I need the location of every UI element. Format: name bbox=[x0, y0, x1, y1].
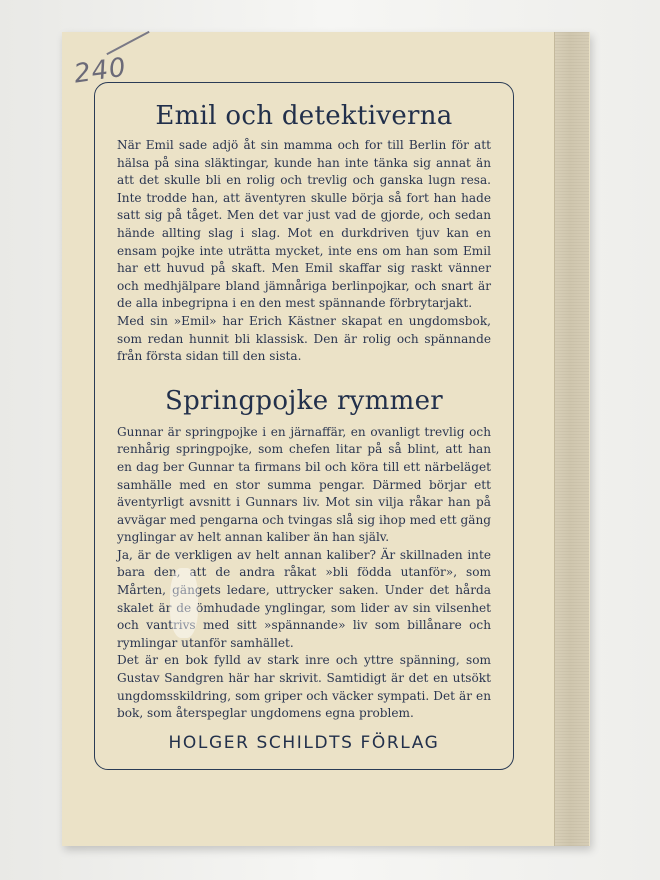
springpojke-synopsis: Gunnar är springpojke i en järnaffär, en ovanligt trevlig och renhårig springpojke, som chefen litar på så blint, att han en dag ber Gunnar ta firmans bil och köra till ett närbeläget samhälle med en stor summa pengar. Därmed börjar ett äventyrligt avsnitt i Gunnars liv. Mot sin vilja råkar han på avvägar med pengarna och tvingas slå sig ihop med ett gäng ynglingar av helt annan kaliber än han själv. bbox=[117, 424, 491, 545]
publisher-name: HOLGER SCHILDTS FÖRLAG bbox=[168, 733, 440, 753]
springpojke-paragraph-3: Det är en bok fylld av stark inre och yttre spänning, som Gustav Sandgren här har skrivit. Samtidigt är det en utsökt ungdomsskildring, som griper och väcker sympati. Det är en bok, som återspeglar ungdomens egna problem. bbox=[117, 653, 491, 721]
cover-wear-mark bbox=[170, 568, 198, 638]
emil-synopsis: När Emil sade adjö åt sin mamma och for till Berlin för att hälsa på sina släktingar, kunde han inte tänka sig annat än att det skulle bli en rolig och trevlig och ganska lugn resa. Inte trodde han, att äventyren skulle börja så fort han hade satt sig på tåget. Men det var just vad de gjorde, och sedan hände allting slag i slag. Mot en durkdriven tjuv kan en ensam pojke inte uträtta mycket, inte ens om han som Emil har ett huvud på skaft. Men Emil skaffar sig raskt vänner och medhjälpare bland jämnåriga berlinpojkar, och snart är de alla inbegripna i en den mest spännande förbrytarjakt. bbox=[117, 138, 491, 311]
emil-review: Med sin »Emil» har Erich Kästner skapat en ungdomsbok, som redan hunnit bli klassisk. Den är rolig och spännande från första sidan till den sista. bbox=[117, 313, 491, 364]
book-spine bbox=[554, 32, 589, 846]
blurb-panel bbox=[94, 82, 514, 770]
book-title-emil: Emil och detektiverna bbox=[155, 101, 453, 131]
handwritten-price-note: 240 bbox=[72, 52, 129, 90]
springpojke-paragraph-2: Ja, är de verkligen av helt annan kaliber? Är skillnaden inte bara den, att de andra råkat »bli födda utanför», som Mårten, gängets ledare, uttrycker saken. Under det hårda skalet är de ömhudade ynglingar, som lider av sin vilsenhet och vantrivs med sitt »spännande» liv som billånare och rymlingar utanför samhället. bbox=[117, 547, 491, 650]
book-title-springpojke: Springpojke rymmer bbox=[165, 385, 443, 416]
